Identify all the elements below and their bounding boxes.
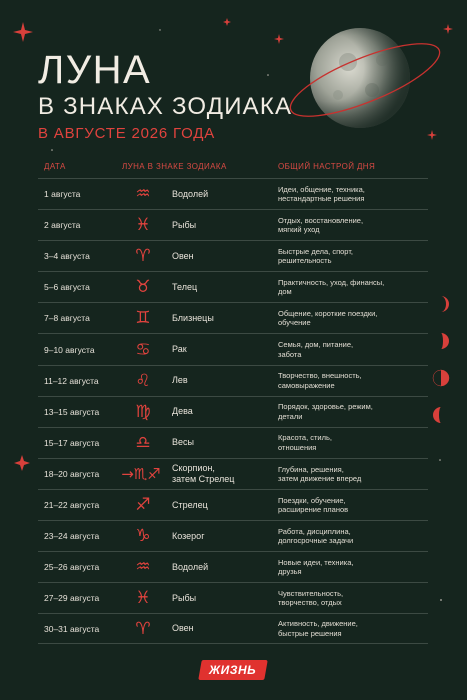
- row-mood: Творчество, внешность, самовыражение: [278, 371, 362, 390]
- row-sign: Рыбы: [172, 592, 197, 603]
- moon-phase-icon: [433, 296, 449, 423]
- row-mood: Порядок, здоровье, режим, детали: [278, 402, 373, 421]
- row-mood: Красота, стиль, отношения: [278, 433, 332, 452]
- row-date: 13–15 августа: [44, 406, 100, 417]
- row-mood: Новые идеи, техника, друзья: [278, 557, 354, 577]
- table-row: [38, 458, 428, 489]
- table-row: [38, 613, 428, 644]
- row-date: 21–22 августа: [44, 499, 100, 510]
- zodiac-sign-icon: ♒: [135, 557, 151, 578]
- zodiac-sign-icon: ♒: [135, 184, 151, 205]
- row-mood: Идеи, общение, техника, нестандартные решения: [278, 184, 365, 204]
- zodiac-sign-icon: ♈: [135, 618, 151, 639]
- table-row: [38, 302, 428, 333]
- table-row: [38, 489, 428, 520]
- row-sign: Дева: [172, 406, 193, 417]
- table-row: [38, 520, 428, 551]
- zodiac-sign-icon: ♓: [135, 588, 151, 609]
- row-date: 23–24 августа: [44, 531, 100, 542]
- zodiac-table: [38, 178, 428, 644]
- page-title: ЛУНА: [38, 48, 152, 92]
- table-row: [38, 582, 428, 613]
- row-date: 11–12 августа: [44, 375, 99, 386]
- page-period: В АВГУСТЕ 2026 ГОДА: [38, 125, 216, 142]
- row-date: 18–20 августа: [44, 468, 100, 479]
- row-date: 5–6 августа: [44, 282, 90, 293]
- row-mood: Отдых, восстановление, мягкий уход: [278, 215, 364, 235]
- zodiac-sign-icon: ♊: [135, 308, 151, 329]
- row-sign: Овен: [172, 623, 194, 634]
- row-date: 27–29 августа: [44, 593, 100, 604]
- table-row: [38, 209, 428, 240]
- row-sign: Весы: [172, 437, 194, 448]
- table-header: [38, 160, 428, 178]
- row-sign: Лев: [172, 375, 188, 386]
- header-mood: ОБЩИЙ НАСТРОЙ ДНЯ: [278, 162, 376, 171]
- row-date: 15–17 августа: [44, 437, 100, 448]
- table-row: [38, 178, 428, 209]
- row-date: 9–10 августа: [44, 344, 95, 355]
- row-sign: Водолей: [172, 561, 209, 572]
- row-sign: Телец: [172, 281, 198, 292]
- orbit-ring: [283, 30, 448, 131]
- zodiac-sign-icon: ♌: [135, 370, 151, 391]
- row-sign: Овен: [172, 250, 194, 261]
- row-date: 25–26 августа: [44, 562, 100, 573]
- table-row: [38, 240, 428, 271]
- row-mood: Поездки, обучение, расширение планов: [278, 495, 349, 514]
- row-mood: Семья, дом, питание, забота: [278, 340, 354, 359]
- row-sign: Водолей: [172, 188, 209, 199]
- brand-logo: [198, 660, 268, 680]
- zodiac-sign-icon: →♏♐: [121, 464, 161, 483]
- table-row: [38, 333, 428, 364]
- zodiac-sign-icon: ♉: [135, 277, 151, 298]
- row-sign: Козерог: [172, 530, 205, 541]
- row-date: 7–8 августа: [44, 313, 90, 324]
- row-sign: Рак: [172, 344, 187, 355]
- row-sign: Стрелец: [172, 499, 208, 510]
- row-mood: Глубина, решения, затем движение вперед: [278, 464, 362, 483]
- header-date: ДАТА: [44, 162, 66, 171]
- row-sign: Скорпион, затем Стрелец: [172, 463, 235, 484]
- row-mood: Практичность, уход, финансы, дом: [278, 277, 385, 297]
- row-mood: Активность, движение, быстрые решения: [278, 619, 358, 638]
- page-subtitle: В ЗНАКАХ ЗОДИАКА: [38, 93, 293, 120]
- table-row: [38, 365, 428, 396]
- row-date: 1 августа: [44, 189, 81, 200]
- row-date: 30–31 августа: [44, 623, 100, 634]
- table-row: [38, 427, 428, 458]
- table-row: [38, 551, 428, 582]
- table-row: [38, 396, 428, 427]
- zodiac-sign-icon: ♑: [135, 526, 151, 547]
- zodiac-sign-icon: ♋: [135, 339, 151, 360]
- row-mood: Быстрые дела, спорт, решительность: [278, 246, 354, 266]
- brand-logo-text: ЖИЗНЬ: [209, 663, 257, 677]
- moon-illustration: [310, 28, 410, 128]
- zodiac-sign-icon: ♎: [135, 432, 151, 453]
- row-mood: Чувствительность, творчество, отдых: [278, 588, 344, 608]
- row-date: 3–4 августа: [44, 251, 90, 262]
- row-date: 2 августа: [44, 220, 81, 231]
- row-sign: Рыбы: [172, 219, 197, 230]
- row-sign: Близнецы: [172, 313, 214, 324]
- zodiac-sign-icon: ♐: [135, 494, 151, 515]
- zodiac-sign-icon: ♓: [135, 215, 151, 236]
- zodiac-sign-icon: ♈: [135, 246, 151, 267]
- zodiac-sign-icon: ♍: [135, 401, 151, 422]
- header-sign: ЛУНА В ЗНАКЕ ЗОДИАКА: [122, 162, 227, 171]
- row-mood: Общение, короткие поездки, обучение: [278, 309, 378, 328]
- row-mood: Работа, дисциплина, долгосрочные задачи: [278, 526, 354, 546]
- table-row: [38, 271, 428, 302]
